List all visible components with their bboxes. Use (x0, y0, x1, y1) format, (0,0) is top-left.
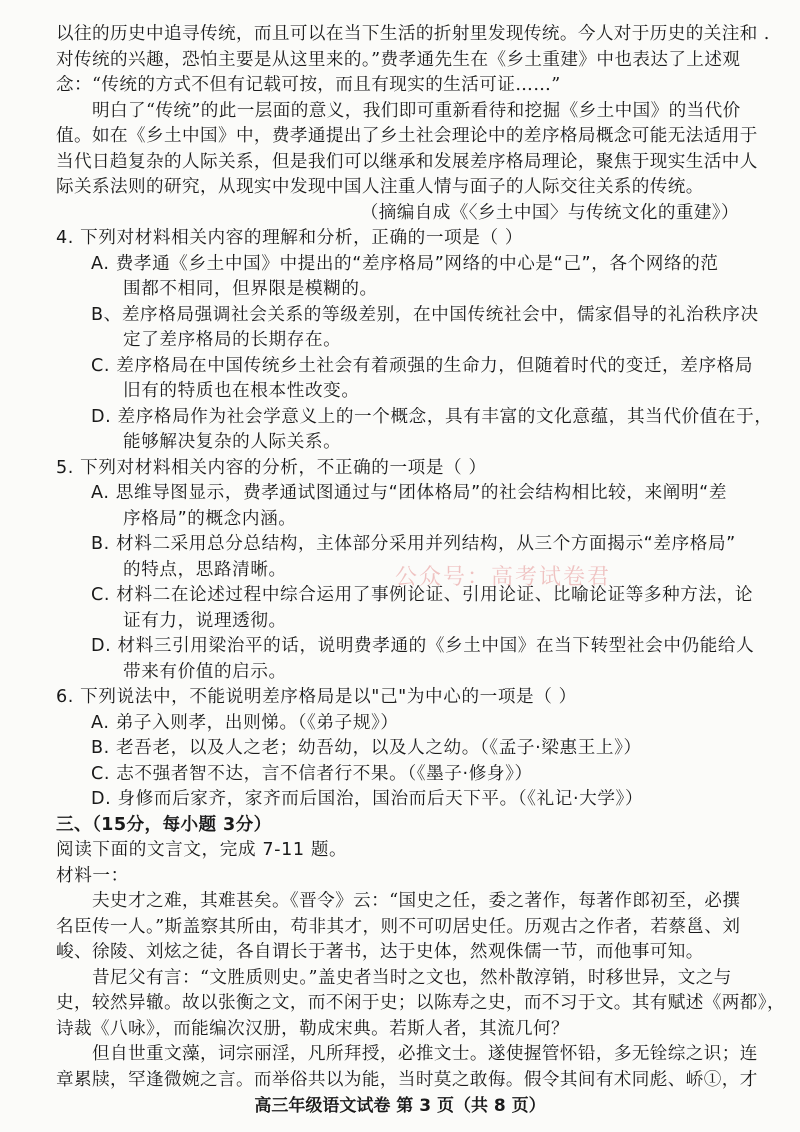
question-4 (56, 226, 773, 456)
question-stem: 6. 下列说法中，不能说明差序格局是以"己"为中心的一项是（ ） (56, 687, 577, 707)
text-line: 以往的历史中追寻传统，而且可以在当下生活的折射里发现传统。今人对于历史的关注和 . (56, 24, 770, 44)
text-line: 明白了“传统”的此一层面的意义，我们即可重新看待和挖掘《乡土中国》的当代价 (92, 100, 741, 121)
option-d: D. 材料三引用梁治平的话，说明费孝通的《乡土中国》在当下转型社会中仍能给人 (91, 636, 755, 656)
option-a: A. 费孝通《乡土中国》中提出的“差序格局”网络的中心是“己”，各个网络的范 (91, 253, 719, 274)
option-c: C. 志不强者智不达，言不信者行不果。（《墨子·修身》） (91, 763, 533, 784)
classical-text-line: 昔尼父有言：“文胜质则史。”盖史者当时之文也，然朴散淳销，时移世异，文之与 (92, 967, 732, 988)
option-d: D. 差序格局作为社会学意义上的一个概念，具有丰富的文化意蕴，其当代价值在于， (91, 406, 773, 427)
material-three (56, 99, 761, 227)
classical-text-line: 史，较然异辙。故以张衡之文，而不闲于史；以陈寿之史，而不习于文。其有赋述《两都》， (56, 993, 785, 1013)
option-b: B. 材料二采用总分总结构，主体部分采用并列结构，从三个方面揭示“差序格局” (91, 534, 736, 554)
text-line: 值。如在《乡土中国》中，费孝通提出了乡土社会理论中的差序格局概念可能无法适用于 (56, 126, 758, 146)
classical-text-line: 但自世重文藻，词宗丽淫，凡所拜授，必推文士。遂使握管怀铅，多无铨综之识；连 (92, 1044, 758, 1064)
section-heading: 三、（15分，每小题 3分） (56, 814, 272, 835)
source-citation: （摘编自成《〈乡土中国〉与传统文化的重建》） (360, 202, 739, 223)
option-a: A. 思维导图显示，费孝通试图通过与“团体格局”的社会结构相比较，来阐明“差 (91, 483, 728, 503)
classical-text-line: 诗裁《八咏》，而能编次汉册，勒成宋典。若斯人者，其流几何？ (56, 1018, 570, 1039)
option-a: A. 弟子入则孝，出则悌。（《弟子规》） (91, 712, 399, 733)
option-b: B. 老吾老，以及人之老；幼吾幼，以及人之幼。（《孟子·梁惠王上》） (91, 738, 642, 758)
option-d-cont: 带来有价值的启示。 (123, 661, 287, 682)
option-c-cont: 证有力，说理透彻。 (123, 610, 287, 631)
classical-text-line: 章累牍，罕逢微婉之言。而举俗共以为能，当时莫之敢侮。假令其间有术同彪、峤①，才 (56, 1069, 758, 1090)
text-line: 际关系法则的研究，从现实中发现中国人注重人情与面子的人际交往关系的传统。 (56, 177, 704, 197)
exam-page (56, 22, 785, 1093)
classical-text-line: 名臣传一人。”斯盖察其所由，苟非其才，则不可叨居史任。历观古之作者，若蔡邕、刘 (56, 916, 741, 937)
classical-text-line: 夫史才之难，其难甚矣。《晋令》云：“国史之任，委之著作，每著作郎初至，必撰 (92, 891, 741, 911)
option-c: C. 材料二在论述过程中综合运用了事例论证、引用论证、比喻论证等多种方法，论 (91, 585, 754, 605)
section-instruction: 阅读下面的文言文，完成 7-11 题。 (56, 840, 348, 860)
material-two-tail (56, 22, 770, 99)
question-stem: 5. 下列对材料相关内容的分析，不正确的一项是（ ） (56, 457, 487, 478)
option-c-cont: 旧有的特质也在根本性改变。 (123, 381, 360, 401)
text-line: 对传统的兴趣，恐怕主要是从这里来的。”费孝通先生在《乡土重建》中也表达了上述观 (56, 49, 741, 70)
option-b-cont: 的特点，思路清晰。 (123, 559, 287, 580)
option-b-cont: 定了差序格局的长期存在。 (123, 330, 342, 350)
text-line: 念：“传统的方式不但有记载可按，而且有现实的生活可证……” (56, 75, 561, 95)
text-line: 当代日趋复杂的人际关系，但是我们可以继承和发展差序格局理论，聚焦于现实生活中人 (56, 151, 758, 172)
material-label: 材料一： (56, 865, 129, 886)
question-stem: 4. 下列对材料相关内容的理解和分析，正确的一项是（ ） (56, 228, 524, 248)
section-three (56, 813, 785, 1094)
option-b: B、差序格局强调社会关系的等级差别，在中国传统社会中，儒家倡导的礼治秩序决 (91, 304, 759, 325)
option-d: D. 身修而后家齐，家齐而后国治，国治而后天下平。（《礼记·大学》） (91, 789, 644, 809)
page-footer: 高三年级语文试卷 第 3 页（共 8 页） (254, 1096, 546, 1116)
option-c: C. 差序格局在中国传统乡土社会有着顽强的生命力，但随着时代的变迁，差序格局 (91, 355, 754, 376)
option-a-cont: 序格局”的概念内涵。 (123, 508, 297, 529)
classical-text-line: 峻、徐陵、刘炫之徒，各自谓长于著书，达于史体，然观侏儒一节，而他事可知。 (56, 942, 704, 962)
question-6 (56, 685, 761, 813)
watermark: 公众号：高考试卷君 (395, 565, 612, 590)
option-d-cont: 能够解决复杂的人际关系。 (123, 432, 342, 452)
option-a-cont: 围都不相同，但界限是模糊的。 (123, 279, 378, 299)
